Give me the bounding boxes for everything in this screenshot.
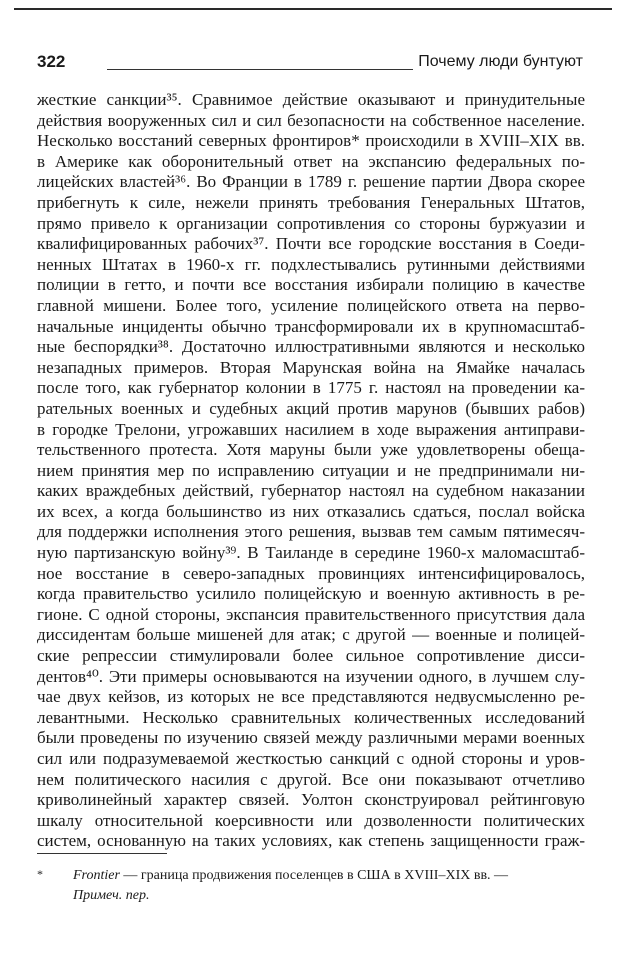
page-number: 322	[37, 52, 66, 71]
body-line: незападных примеров. Вторая Марунская война на Ямайке началась	[37, 357, 585, 377]
body-line: левантными. Несколько сравнительных количественных исследований	[37, 707, 585, 727]
body-line: полиции в гетто, и почти все восстания избирали полицию в качестве	[37, 275, 585, 295]
footnote	[37, 866, 585, 906]
body-line: для поддержки исполнения этого решения, вызвав тем самым пятимесяч-	[37, 522, 585, 542]
body-line: прибегнуть к силе, нежели принять требования Генеральных Штатов,	[37, 192, 585, 212]
body-text	[37, 90, 585, 852]
body-line: начальные инциденты обычно трансформировали их в крупномасштаб-	[37, 316, 585, 336]
footnote-translator-note: Примеч. пер.	[73, 888, 150, 903]
body-line: нием принятия мер по исправлению ситуации и не предпринимали ни-	[37, 460, 585, 480]
body-line: чае двух кейзов, из которых не все представляются недвусмысленно ре-	[37, 687, 585, 707]
header-rule	[107, 69, 413, 70]
body-line: действия вооруженных сил и сил безопасности на собственное население.	[37, 110, 585, 130]
body-line: их всех, а когда большинство из них отказались сдаться, послал войска	[37, 501, 585, 521]
body-line: систем, основанную на таких условиях, как степень защищенности граж-	[37, 831, 585, 851]
footnote-rule	[37, 853, 167, 854]
footnote-line-1	[37, 866, 585, 886]
body-line: тельственного протеста. Хотя маруны были уже удовлетворены обеща-	[37, 440, 585, 460]
body-line: криволинейный характер связей. Уолтон сконструировал рейтинговую	[37, 790, 585, 810]
body-line: в городке Трелони, угрожавших насилием в ходе выражения антиправи-	[37, 419, 585, 439]
body-line: шкалу относительной коерсивности или дозволенности политических	[37, 810, 585, 830]
body-line: ные беспорядки³⁸. Достаточно иллюстративными являются и несколько	[37, 337, 585, 357]
body-line: сил или подразумеваемой жесткостью санкций с одной стороны и уров-	[37, 749, 585, 768]
body-line: дентов⁴⁰. Эти примеры основываются на изучении одного, в лучшем слу-	[37, 666, 585, 686]
body-line: квалифицированных рабочих³⁷. Почти все городские восстания в Соеди-	[37, 234, 585, 254]
body-line: ную партизанскую войну³⁹. В Таиланде в середине 1960-х маломасштаб-	[37, 543, 585, 563]
body-line: жесткие санкции³⁵. Сравнимое действие оказывают и принудительные	[37, 90, 585, 109]
body-line: в Америке как оборонительный ответ на экспансию федеральных по-	[37, 151, 585, 171]
body-line: ские репрессии стимулировали более сильное сопротивление дисси-	[37, 646, 585, 666]
footnote-text: — граница продвижения поселенцев в США в XVIII–XIX вв. —	[119, 868, 509, 883]
body-line: рательных военных и судебных акций против марунов (бывших рабов)	[37, 398, 585, 418]
body-line: после того, как губернатор колонии в 1775 г. настоял на проведении ка-	[37, 378, 585, 398]
top-border-rule	[14, 8, 612, 10]
footnote-marker: *	[37, 867, 43, 881]
running-title: Почему люди бунтуют	[418, 53, 583, 70]
footnote-term: Frontier	[73, 868, 120, 883]
body-line: прямо привело к организации сопротивления со стороны буржуазии и	[37, 213, 585, 233]
body-line: были проведены по изучению связей между различными мерами военных	[37, 728, 585, 748]
body-line: гионе. С одной стороны, экспансия правительственного присутствия дала	[37, 604, 585, 624]
body-line: Несколько восстаний северных фронтиров* происходили в XVIII–XIX вв.	[37, 131, 585, 151]
body-line: главной мишени. Более того, усиление полицейского ответа на перво-	[37, 295, 585, 315]
body-line: нем политического насилия с другой. Все они показывают отчетливо	[37, 769, 585, 789]
footnote-line-2	[37, 886, 585, 906]
body-line: ненных Штатах в 1960-х гг. подхлестывались рутинными действиями	[37, 254, 585, 274]
body-line: диссидентам больше мишеней для атак; с другой — военные и полицей-	[37, 625, 585, 645]
body-line: когда правительство усилило полицейскую и военную активность в ре-	[37, 584, 585, 604]
page-header	[37, 52, 583, 78]
body-line: лицейских властей³⁶. Во Франции в 1789 г. решение партии Двора скорее	[37, 172, 585, 192]
body-line: ное восстание в северо-западных провинциях интенсифицировалось,	[37, 563, 585, 583]
body-line: каких враждебных действий, губернатор настоял на судебном наказании	[37, 481, 585, 501]
